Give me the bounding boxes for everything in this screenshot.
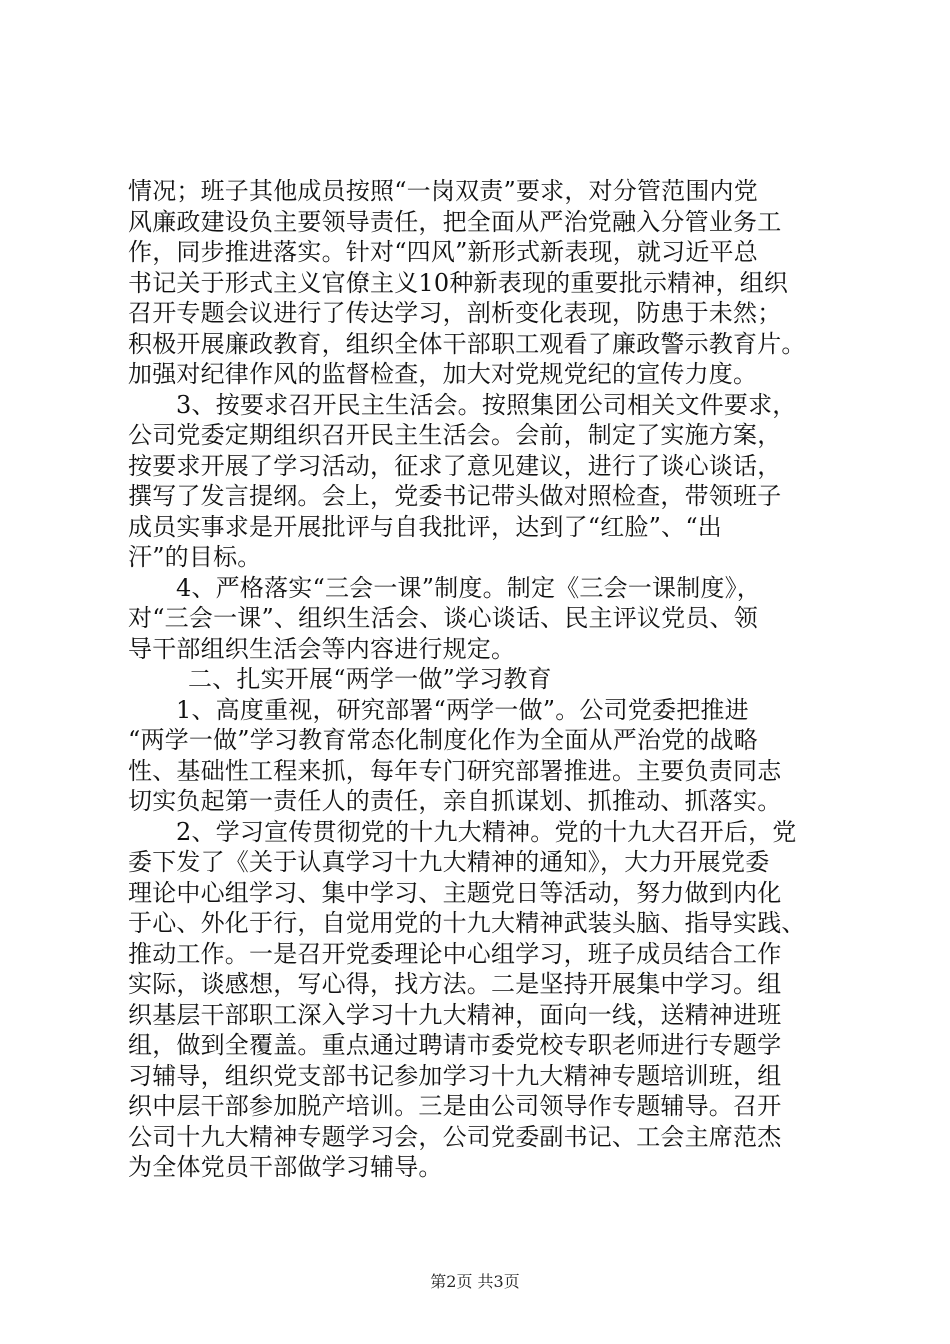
text-line: 性、基础性工程来抓，每年专门研究部署推进。主要负责同志: [128, 756, 782, 785]
text-line: 推动工作。一是召开党委理论中心组学习，班子成员结合工作: [128, 939, 782, 968]
text-line: 公司十九大精神专题学习会，公司党委副书记、工会主席范杰: [128, 1122, 782, 1151]
text-line: 汗”的目标。: [128, 543, 262, 571]
text-line: 组，做到全覆盖。重点通过聘请市委党校专职老师进行专题学: [128, 1031, 782, 1059]
section-heading: 二、扎实开展“两学一做”学习教育: [188, 665, 552, 693]
paragraph-start-line: 3、按要求召开民主生活会。按照集团公司相关文件要求，: [176, 390, 797, 419]
text-line: “两学一做”学习教育常态化制度化作为全面从严治党的战略: [128, 726, 758, 754]
text-line: 导干部组织生活会等内容进行规定。: [128, 634, 516, 663]
text-line: 情况；班子其他成员按照“一岗双责”要求，对分管范围内党: [128, 177, 758, 205]
text-line: 撰写了发言提纲。会上，党委书记带头做对照检查，带领班子: [128, 482, 782, 510]
text-line: 风廉政建设负主要领导责任，把全面从严治党融入分管业务工: [128, 207, 782, 236]
text-line: 实际，谈感想，写心得，找方法。二是坚持开展集中学习。组: [128, 970, 782, 998]
text-line: 切实负起第一责任人的责任，亲自抓谋划、抓推动、抓落实。: [128, 787, 782, 815]
text-line: 公司党委定期组织召开民主生活会。会前，制定了实施方案，: [128, 421, 782, 449]
page-number-footer: 第2页 共3页: [430, 1272, 520, 1291]
text-line: 习辅导，组织党支部书记参加学习十九大精神专题培训班，组: [128, 1061, 782, 1090]
text-line: 加强对纪律作风的监督检查，加大对党规党纪的宣传力度。: [128, 360, 758, 388]
text-line: 委下发了《关于认真学习十九大精神的通知》，大力开展党委: [128, 848, 770, 876]
text-line: 召开专题会议进行了传达学习，剖析变化表现，防患于未然；: [128, 299, 782, 327]
text-line: 为全体党员干部做学习辅导。: [128, 1153, 443, 1181]
text-line: 对“三会一课”、组织生活会、谈心谈话、民主评议党员、领: [128, 604, 758, 632]
text-line: 织中层干部参加脱产培训。三是由公司领导作专题辅导。召开: [128, 1092, 782, 1120]
paragraph-start-line: 1、高度重视，研究部署“两学一做”。公司党委把推进: [176, 695, 749, 724]
paragraph-start-line: 2、学习宣传贯彻党的十九大精神。党的十九大召开后，党: [176, 817, 797, 846]
text-line: 织基层干部职工深入学习十九大精神，面向一线，送精神进班: [128, 1000, 782, 1029]
document-body: [128, 176, 838, 1183]
paragraph-start-line: 4、严格落实“三会一课”制度。制定《三会一课制度》，: [176, 573, 762, 602]
text-line: 于心、外化于行，自觉用党的十九大精神武装头脑、指导实践、: [128, 909, 806, 937]
text-line: 成员实事求是开展批评与自我批评，达到了“红脸”、“出: [128, 512, 723, 541]
text-line: 积极开展廉政教育，组织全体干部职工观看了廉政警示教育片。: [128, 329, 806, 358]
text-line: 理论中心组学习、集中学习、主题党日等活动，努力做到内化: [128, 878, 782, 907]
text-line: 作，同步推进落实。针对“四风”新形式新表现，就习近平总: [128, 238, 758, 266]
text-line: 按要求开展了学习活动，征求了意见建议，进行了谈心谈话，: [128, 451, 782, 480]
text-line: 书记关于形式主义官僚主义10种新表现的重要批示精神，组织: [128, 268, 789, 297]
